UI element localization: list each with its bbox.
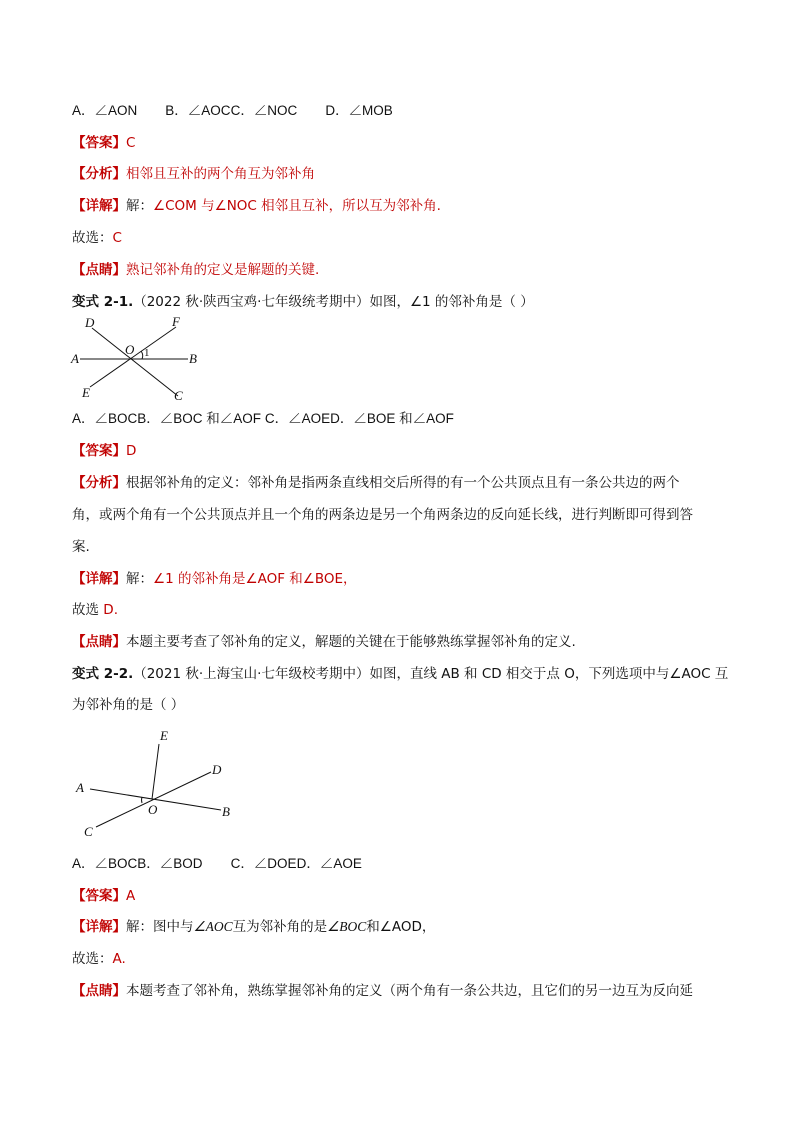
q1-option-c: C．∠NOC <box>230 103 298 118</box>
q3-option-d: D．∠AOE <box>296 856 362 871</box>
label-e: E <box>160 728 168 743</box>
q3-option-a: A．∠BOC <box>72 856 138 871</box>
label-b: B <box>222 804 230 819</box>
q3-option-c: C．∠DOE <box>230 856 297 871</box>
q1-choose: 故选：C <box>72 230 122 246</box>
label-c: C <box>84 824 93 839</box>
q2-option-a: A．∠BOC <box>72 411 138 426</box>
q1-option-b: B．∠AOC <box>165 103 231 118</box>
q2-choose: 故选 D. <box>72 602 118 618</box>
q3-comment: 【点睛】本题考查了邻补角，熟练掌握邻补角的定义（两个角有一条公共边，且它们的另一边互为反向延 <box>72 983 693 999</box>
label-angle-1: 1 <box>144 347 150 359</box>
q1-detail: 【详解】解：∠COM 与∠NOC 相邻且互补，所以互为邻补角. <box>72 198 441 214</box>
q3-choose: 故选：A. <box>72 951 126 967</box>
label-a: A <box>71 351 79 366</box>
q2-option-b: B．∠BOC 和∠AOF <box>137 411 262 426</box>
q1-analysis: 【分析】相邻且互补的两个角互为邻补角 <box>72 166 315 182</box>
q3-source: （2021 秋·上海宝山·七年级校考期中） <box>133 666 370 682</box>
q1-option-d: D．∠MOB <box>325 103 393 118</box>
label-o: O <box>125 342 135 357</box>
label-a: A <box>76 780 84 795</box>
q2-option-c: C．∠AOE <box>264 411 331 426</box>
q3-stem-1 <box>72 664 728 684</box>
q2-options <box>72 409 454 429</box>
q3-option-b: B．∠BOD <box>137 856 203 871</box>
label-b: B <box>189 351 197 366</box>
q2-title: 变式 2-1. <box>72 294 134 310</box>
label-d: D <box>85 315 95 330</box>
label-f: F <box>172 314 180 329</box>
q1-options <box>72 101 393 121</box>
q2-source: （2022 秋·陕西宝鸡·七年级统考期中） <box>133 294 370 310</box>
label-e: E <box>82 385 90 400</box>
q3-question: 如图，直线 AB 和 CD 相交于点 O，下列选项中与∠AOC 互 <box>369 666 729 682</box>
angle-1-arc <box>141 351 143 359</box>
q2-comment: 【点睛】本题主要考查了邻补角的定义，解题的关键在于能够熟练掌握邻补角的定义. <box>72 634 576 650</box>
label-c: C <box>174 388 183 403</box>
q2-analysis-3: 案. <box>72 539 90 555</box>
q3-stem-2: 为邻补角的是（ ） <box>72 697 185 713</box>
q2-analysis-1: 【分析】根据邻补角的定义：邻补角是指两条直线相交后所得的有一个公共顶点且有一条公共边的两个 <box>72 475 680 491</box>
q1-comment: 【点睛】熟记邻补角的定义是解题的关键. <box>72 262 320 278</box>
label-o: O <box>148 802 158 817</box>
line-cd <box>96 772 211 827</box>
q2-detail: 【详解】解：∠1 的邻补角是∠AOF 和∠BOE， <box>72 571 357 587</box>
q3-figure <box>70 722 250 844</box>
q1-answer: 【答案】C <box>72 135 136 151</box>
q3-options <box>72 854 362 874</box>
q2-option-d: D．∠BOE 和∠AOF <box>330 411 454 426</box>
q3-answer: 【答案】A <box>72 888 136 904</box>
q2-stem <box>72 292 534 312</box>
q2-analysis-2: 角，或两个角有一个公共顶点并且一个角的两条边是另一个角两条边的反向延长线，进行判断即可得到答 <box>72 507 693 523</box>
line-dc <box>92 328 178 396</box>
q2-question: 如图，∠1 的邻补角是（ ） <box>369 294 534 310</box>
ray-oe <box>152 744 159 799</box>
q2-answer: 【答案】D <box>72 443 137 459</box>
q1-option-a: A．∠AON <box>72 103 138 118</box>
q3-title: 变式 2-2. <box>72 666 134 682</box>
label-d: D <box>212 762 222 777</box>
q2-figure <box>68 314 208 404</box>
q3-detail: 【详解】解：图中与∠AOC互为邻补角的是∠BOC和∠AOD， <box>72 919 436 935</box>
